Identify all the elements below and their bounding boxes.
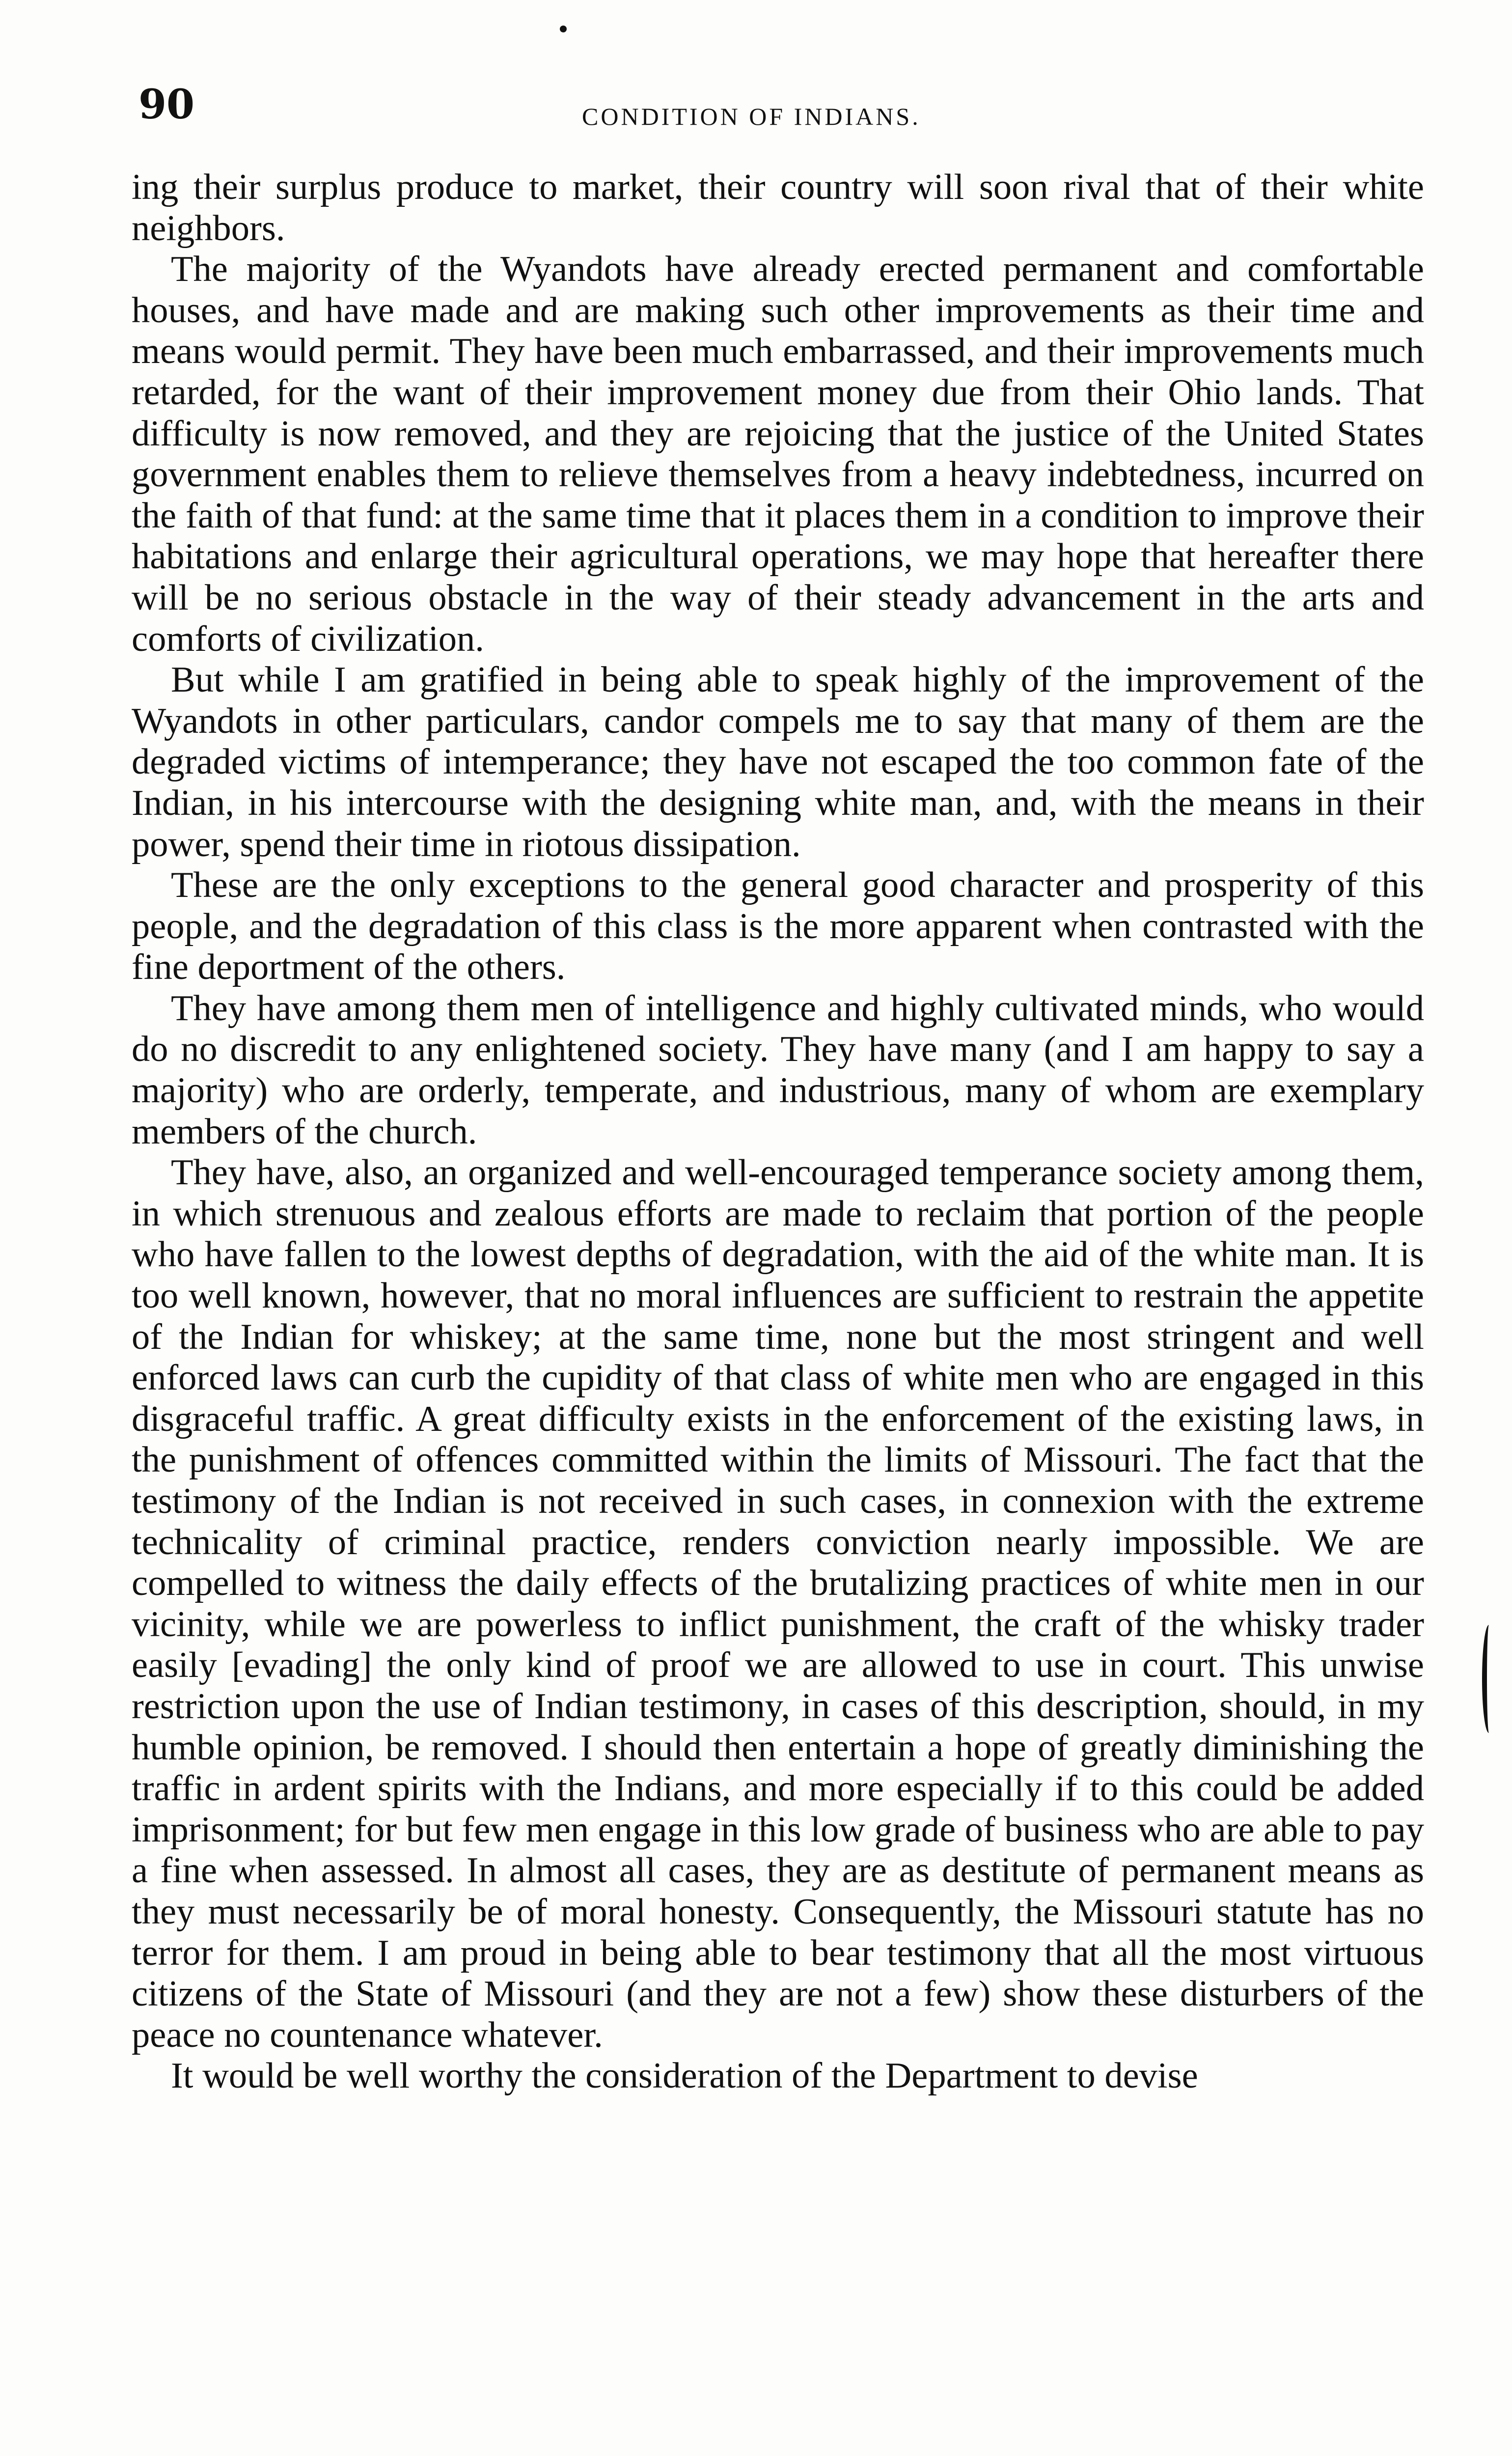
paragraph: But while I am gratified in being able to speak highly of the improvement of the Wyandots in other particulars, candor compels me to say that many of them are the degraded victims of intemperance; they have not escaped the too common fate of the Indian, in his intercourse with the designing white man, and, with the means in their power, spend their time in riotous dissipation. xyxy=(132,660,1424,865)
ink-speck xyxy=(560,26,567,32)
paragraph: The majority of the Wyandots have already erected permanent and comfortable houses, and have made and are making such other improvements as their time and means would permit. They have been much embarrassed, and their improvements much retarded, for the want of their improvement money due from their Ohio lands. That difficulty is now removed, and they are rejoicing that the justice of the United States government enables them to relieve themselves from a heavy indebtedness, incurred on the faith of that fund: at the same time that it places them in a condition to improve their habitations and enlarge their agricultural operations, we may hope that hereafter there will be no serious obstacle in the way of their steady advancement in the arts and comforts of civilization. xyxy=(132,249,1424,659)
binding-edge-mark xyxy=(1482,1625,1496,1733)
running-title: CONDITION OF INDIANS. xyxy=(582,103,921,130)
body-text xyxy=(132,167,1424,2097)
paragraph-last: It would be well worthy the consideration of the Department to devise xyxy=(171,2056,1198,2096)
paragraph: They have among them men of intelligence and highly cultivated minds, who would do no discredit to any enlightened society. They have many (and I am happy to say a majority) who are orderly, temperate, and industrious, many of whom are exemplary members of the church. xyxy=(132,988,1424,1152)
paragraph: These are the only exceptions to the general good character and prosperity of this people, and the degradation of this class is the more apparent when contrasted with the fine deportment of the others. xyxy=(132,865,1424,988)
paragraph-continuation: ing their surplus produce to market, their country will soon rival that of their white neighbors. xyxy=(132,167,1424,249)
page-number: 90 xyxy=(138,81,195,128)
paragraph: They have, also, an organized and well-encouraged temperance society among them, in which strenuous and zealous efforts are made to reclaim that portion of the people who have fallen to the lowest depths of degradation, with the aid of the white man. It is too well known, however, that no moral influences are sufficient to restrain the appetite of the Indian for whiskey; at the same time, none but the most stringent and well enforced laws can curb the cupidity of that class of white men who are engaged in this disgraceful traffic. A great difficulty exists in the enforcement of the existing laws, in the punishment of offences committed within the limits of Missouri. The fact that the testimony of the Indian is not received in such cases, in connexion with the extreme technicality of criminal practice, renders conviction nearly impossible. We are compelled to witness the daily effects of the brutalizing practices of white men in our vicinity, while we are powerless to inflict punishment, the craft of the whisky trader easily [evading] the only kind of proof we are allowed to use in court. This unwise restriction upon the use of Indian testimony, in cases of this description, should, in my humble opinion, be removed. I should then entertain a hope of greatly diminishing the traffic in ardent spirits with the Indians, and more especially if to this could be added imprisonment; for but few men engage in this low grade of business who are able to pay a fine when assessed. In almost all cases, they are as destitute of permanent means as they must necessarily be of moral honesty. Consequently, the Missouri statute has no terror for them. I am proud in being able to bear testimony that all the most virtuous citizens of the State of Missouri (and they are not a few) show these disturbers of the peace no countenance whatever. xyxy=(132,1152,1424,2055)
